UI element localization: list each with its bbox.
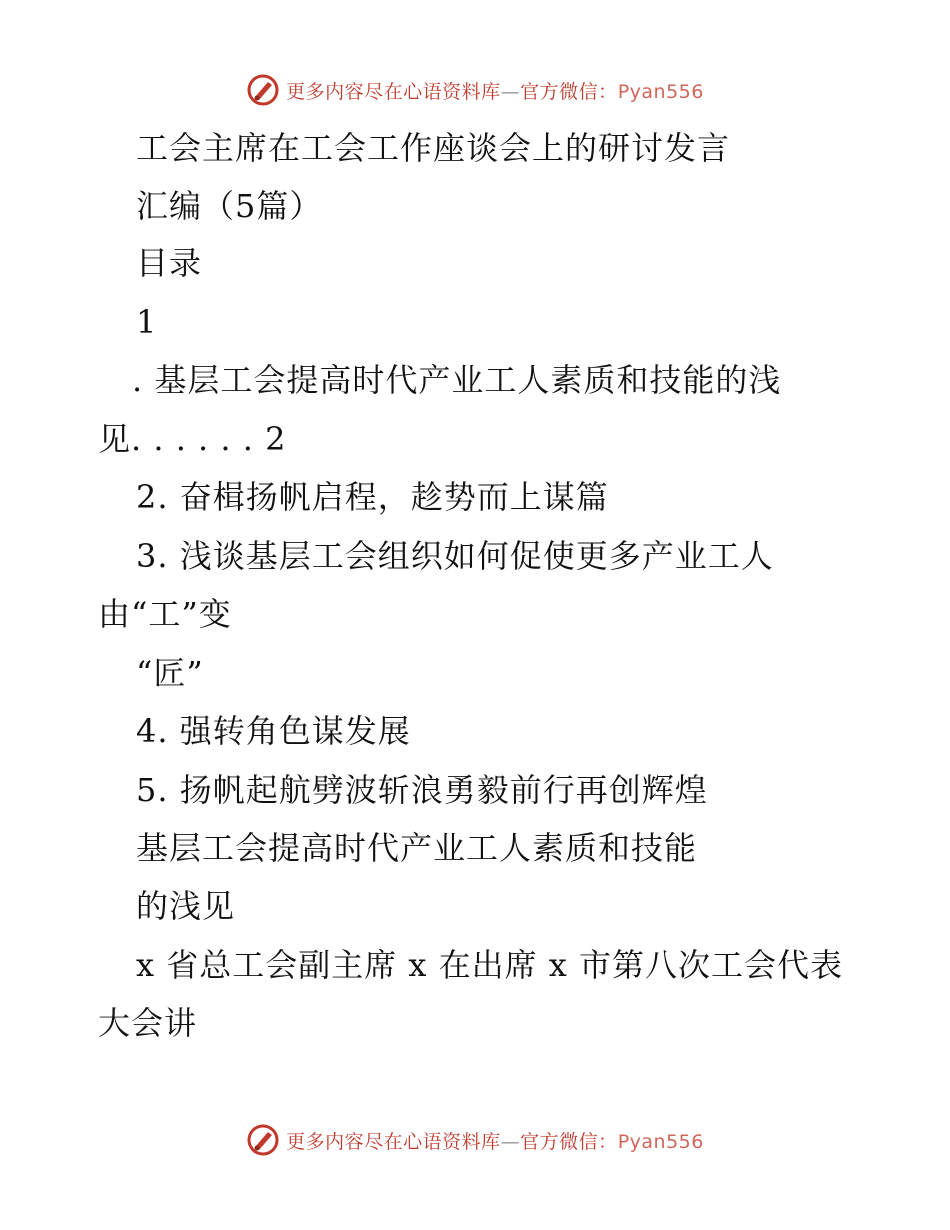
watermark-separator: —: [500, 80, 521, 103]
document-title-line1: 工会主席在工会工作座谈会上的研讨发言: [136, 129, 731, 167]
toc-line: 由“工”变: [98, 595, 232, 633]
watermark-wechat-label: 官方微信：: [520, 1130, 618, 1153]
toc-line: 见. . . . . . 2: [98, 420, 287, 458]
section-title-line2: 的浅见: [136, 887, 236, 925]
document-title-line2: 汇编（5篇）: [136, 187, 323, 225]
body-text-line1: x 省总工会副主席 x 在出席 x 市第八次工会代表: [136, 946, 844, 984]
watermark-brand: 更多内容尽在心语资料库: [286, 80, 501, 103]
pen-seal-icon: [246, 1123, 280, 1157]
section-title-line1: 基层工会提高时代产业工人素质和技能: [136, 829, 698, 867]
toc-line: 2. 奋楫扬帆启程，趁势而上谋篇: [136, 478, 609, 516]
watermark-header: [0, 70, 950, 110]
watermark-separator: —: [500, 1130, 521, 1153]
watermark-text: [286, 77, 704, 104]
watermark-footer: [0, 1120, 950, 1160]
watermark-wechat-id: Pyan556: [617, 1130, 704, 1153]
watermark-wechat-id: Pyan556: [617, 80, 704, 103]
toc-heading: 目录: [136, 244, 203, 282]
body-text-line2: 大会讲: [98, 1004, 198, 1042]
watermark-wechat-label: 官方微信：: [520, 80, 618, 103]
toc-line: 4. 强转角色谋发展: [136, 712, 411, 750]
pen-seal-icon: [246, 73, 280, 107]
toc-line: “匠”: [136, 654, 204, 692]
watermark-brand: 更多内容尽在心语资料库: [286, 1130, 501, 1153]
toc-line: 1: [136, 303, 158, 341]
watermark-text: [286, 1127, 704, 1154]
toc-line: 3. 浅谈基层工会组织如何促使更多产业工人: [136, 537, 774, 575]
toc-line: 5. 扬帆起航劈波斩浪勇毅前行再创辉煌: [136, 771, 708, 809]
toc-line: . 基层工会提高时代产业工人素质和技能的浅: [132, 361, 782, 399]
